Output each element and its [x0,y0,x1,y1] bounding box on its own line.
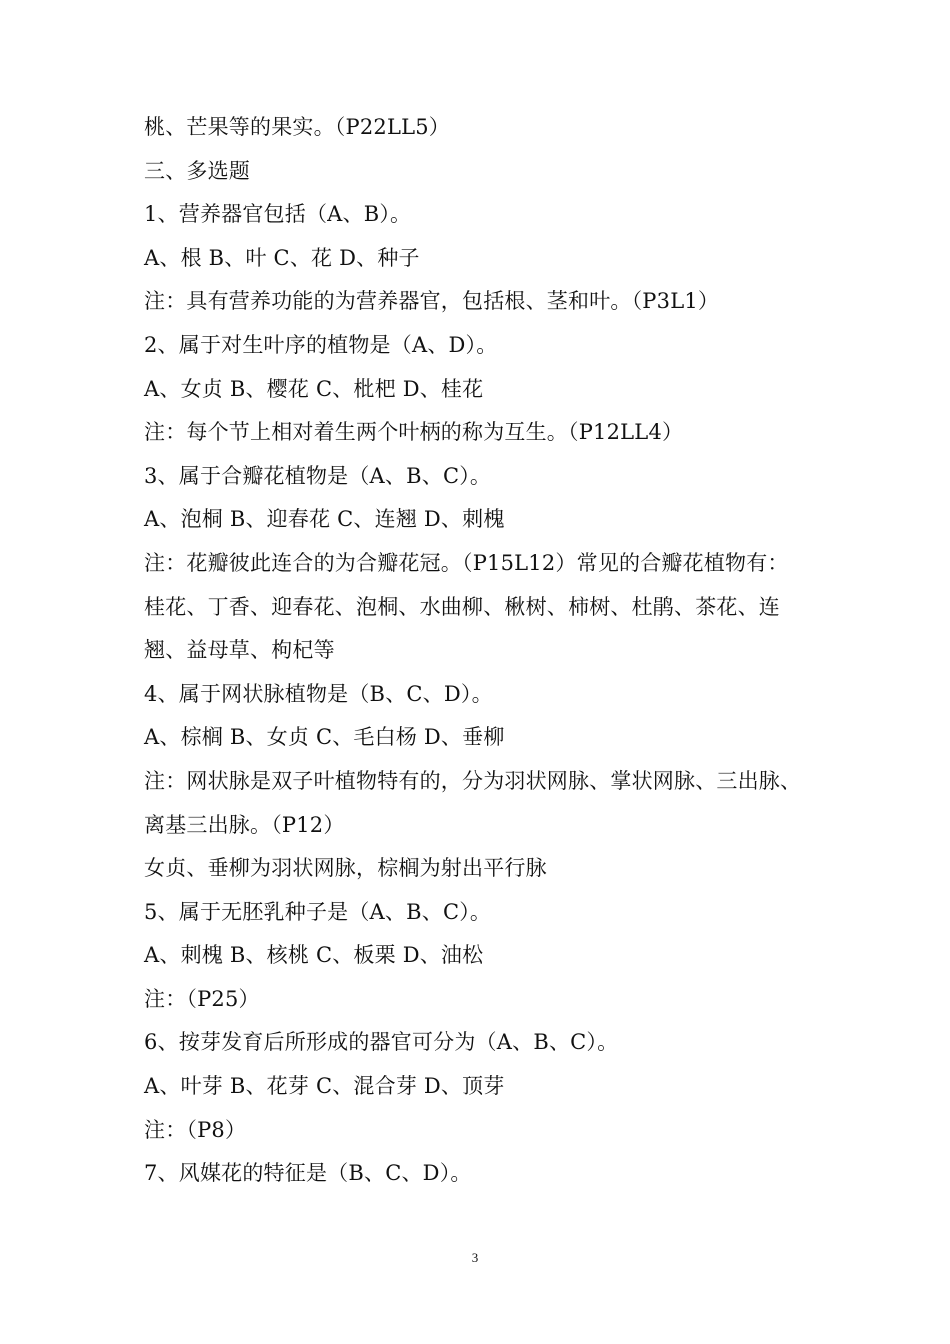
question-3-note-line-1: 注：花瓣彼此连合的为合瓣花冠。（P15L12）常见的合瓣花植物有： [144,550,789,575]
question-2-note: 注：每个节上相对着生两个叶柄的称为互生。（P12LL4） [144,420,684,445]
question-3-note-line-2: 桂花、丁香、迎春花、泡桐、水曲柳、楸树、柿树、杜鹃、茶花、连 [144,594,780,619]
question-7: 7、风媒花的特征是（B、C、D）。 [144,1161,472,1186]
question-4-note-line-1: 注：网状脉是双子叶植物特有的，分为羽状网脉、掌状网脉、三出脉、 [144,768,802,793]
question-5: 5、属于无胚乳种子是（A、B、C）。 [144,899,492,924]
question-6-note: 注：（P8） [144,1117,247,1142]
question-3-options: A、泡桐 B、迎春花 C、连翘 D、刺槐 [144,507,505,532]
question-6: 6、按芽发育后所形成的器官可分为（A、B、C）。 [144,1030,619,1055]
page-number: 3 [471,1250,479,1265]
question-4-note-line-3: 女贞、垂柳为羽状网脉，棕榈为射出平行脉 [144,856,547,881]
question-4-note-line-2: 离基三出脉。（P12） [144,812,345,837]
question-1: 1、营养器官包括（A、B）。 [144,202,412,227]
question-6-options: A、叶芽 B、花芽 C、混合芽 D、顶芽 [144,1074,505,1099]
question-1-options: A、根 B、叶 C、花 D、种子 [144,245,420,270]
question-3-note-line-3: 翘、益母草、枸杞等 [144,638,335,663]
question-4-options: A、棕榈 B、女贞 C、毛白杨 D、垂柳 [144,725,505,750]
question-3: 3、属于合瓣花植物是（A、B、C）。 [144,463,492,488]
question-4: 4、属于网状脉植物是（B、C、D）。 [144,681,493,706]
text-line-continuation: 桃、芒果等的果实。（P22LL5） [144,115,451,139]
question-2: 2、属于对生叶序的植物是（A、D）。 [144,332,498,357]
question-2-options: A、女贞 B、樱花 C、枇杷 D、桂花 [144,376,484,401]
question-5-options: A、刺槐 B、核桃 C、板栗 D、油松 [144,943,484,968]
page-content [144,106,824,1196]
section-heading-multiple-choice: 三、多选题 [144,158,250,183]
question-5-note: 注：（P25） [144,986,260,1011]
question-1-note: 注：具有营养功能的为营养器官，包括根、茎和叶。（P3L1） [144,289,720,314]
